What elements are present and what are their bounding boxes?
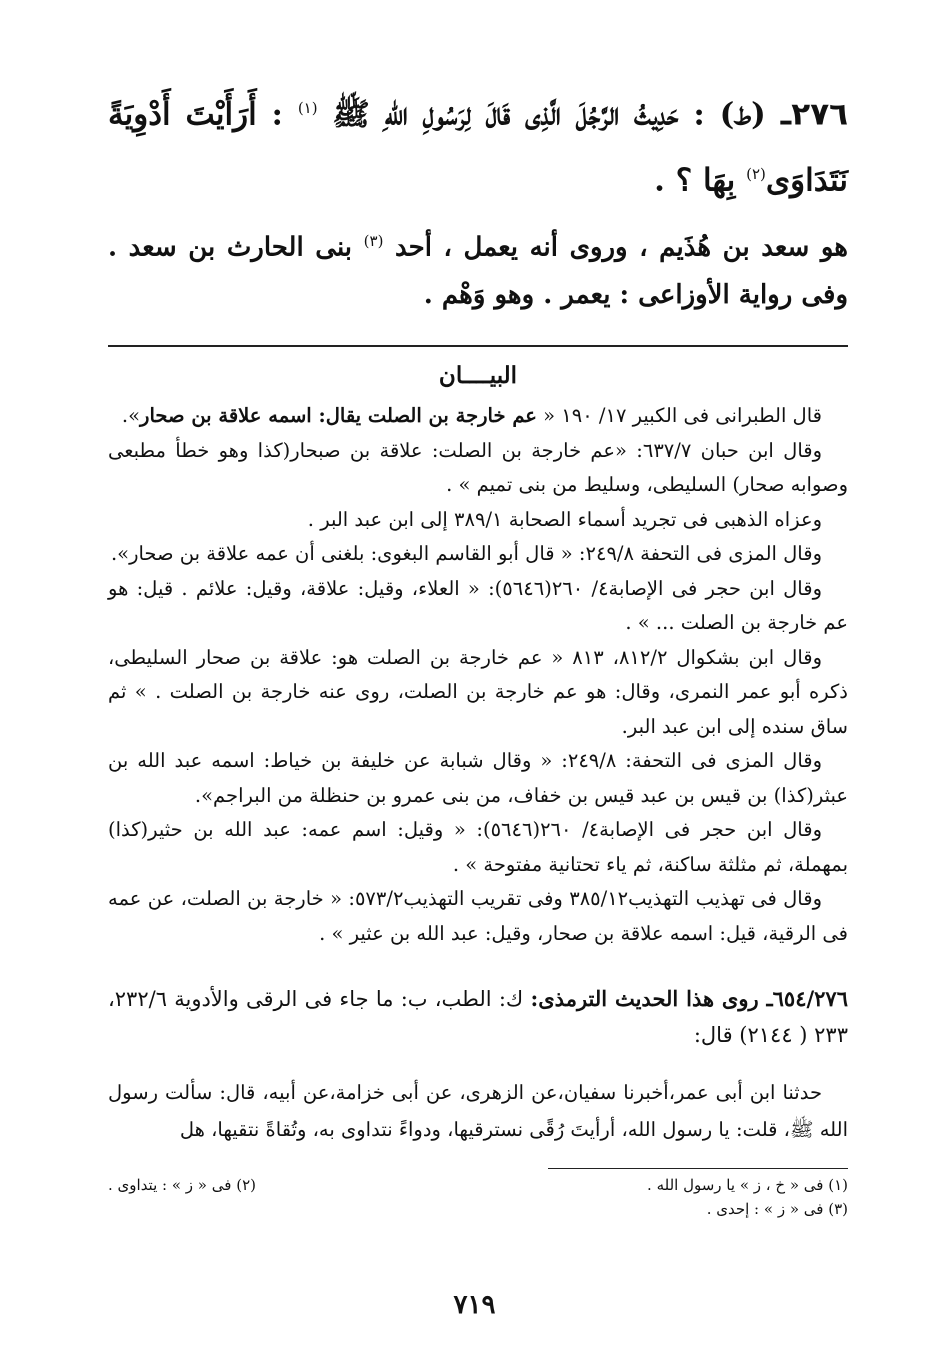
footnote-3: (٣) فى « ز » : إحدى . xyxy=(706,1199,848,1218)
footnote-marker-2: (٢) xyxy=(746,165,766,184)
bayan-paragraph-5: وقال ابن حجر فى الإصابة٤/ ٢٦٠(٥٦٤٦): « العلاء، وقيل: علاقة، وقيل: علائم . قيل: هو عم خارجة بن الصلت ... » . xyxy=(108,576,848,635)
footnote-divider xyxy=(548,1168,848,1169)
footnotes xyxy=(108,1173,848,1221)
page-body xyxy=(108,60,848,1221)
footnote-2: (٢) فى « ز » : يتداوى . xyxy=(108,1175,256,1194)
page-number: ٧١٩ xyxy=(453,1290,496,1320)
bayan-paragraph-3: وعزاه الذهبى فى تجريد أسماء الصحابة ٣٨٩/١ إلى ابن عبد البر . xyxy=(307,507,822,531)
hadith-title-text-1: : حَدِيثُ الرَّجُلَ الَّذِى قَالَ لِرَسُولِ اللهِ ﷺ xyxy=(332,96,705,133)
bayan-paragraph-6: وقال ابن بشكوال ٨١٢/٢، ٨١٣ « عم خارجة بن الصلت هو: علاقة بن صحار السليطى، ذكره أبو عمر النمرى، وقال: هو عم خارجة بن الصلت، روى عنه خارجة بن الصلت . » ثم ساق سنده إلى ابن عبد البر. xyxy=(108,645,848,738)
hadith-title-text-3: بِهَا ؟ . xyxy=(654,162,736,199)
hadith-title-text-2: : أَرَأَيْتَ أَدْوِيَةً نَتَدَاوَى xyxy=(108,96,848,199)
transmission-heading xyxy=(108,981,848,1053)
transmission-heading-rest: ك: الطب، ب: ما جاء فى الرقى والأدوية ٢٣٢/٦، ٢٣٣ ( ٢١٤٤) قال: xyxy=(108,987,848,1048)
footnote-marker-1: (١) xyxy=(297,99,318,117)
bayan-paragraph-2: وقال ابن حبان ٦٣٧/٧: «عم خارجة بن الصلت: علاقة بن صبحار(كذا وهو خطأ مطبعى وصوابه صحار) السليطى، وسليط من بنى تميم » . xyxy=(108,438,848,497)
footnote-marker-3: (٣) xyxy=(363,231,384,250)
hadith-title xyxy=(108,78,848,211)
bayan-paragraph-9: وقال فى تهذيب التهذيب٣٨٥/١٢ وفى تقريب التهذيب٥٧٣/٢: « خارجة بن الصلت، عن عمه فى الرقية، قيل: اسمه علاقة بن صحار، وقيل: عبد الله بن عثير » . xyxy=(108,887,848,945)
footnote-row-1 xyxy=(108,1173,848,1197)
isnad-text: حدثنا ابن أبى عمر،أخبرنا سفيان،عن الزهرى، عن أبى خزامة،عن أبيه، قال: سألت رسول الله ﷺ، قلت: يا رسول الله، أرأيتَ رُقًى نسترقيها، ودواءً نتداوى به، وتُقاةً نتقيها، هل xyxy=(108,1081,848,1142)
commentary-text-2: بنى الحارث بن سعد . وفى رواية الأوزاعى : يعمر . وهو وَهْم . xyxy=(108,232,848,311)
hadith-commentary xyxy=(108,217,848,320)
bayan-paragraph-7: وقال المزى فى التحفة: ٢٤٩/٨: « وقال شبابة عن خليفة بن خياط: اسمه عبد الله بن عبثر(كذا) بن قيس بن عبد قيس بن خفاف، من بنى عمرو بن حنظلة من البراجم». xyxy=(108,749,848,807)
footnote-row-2 xyxy=(108,1197,848,1221)
bayan-paragraph-4: وقال المزى فى التحفة ٢٤٩/٨: « قال أبو القاسم البغوى: بلغنى أن عمه علاقة بن صحار». xyxy=(110,542,822,566)
footnote-1: (١) فى « خ ، ز » يا رسول الله . xyxy=(647,1175,848,1194)
hadith-number: ٢٧٦ـ xyxy=(780,96,849,133)
commentary-text-1: هو سعد بن هُذَيم ، وروى أنه يعمل ، أحد xyxy=(395,232,848,263)
bayan-bold-segment: عم خارجة بن الصلت يقال: اسمه علاقة بن صحار xyxy=(140,404,537,428)
section-divider xyxy=(108,345,848,347)
hadith-code: (ط) xyxy=(719,96,766,133)
bayan-paragraph-8: وقال ابن حجر فى الإصابة٤/ ٢٦٠(٥٦٤٦): « وقيل: اسم عمه: عبد الله بن حثير(كذا) بمهملة، ثم مثلثة ساكنة، ثم ياء تحتانية مفتوحة » . xyxy=(108,818,848,876)
section-title: البيــــان xyxy=(438,362,518,390)
bayan-paragraph-1 xyxy=(108,399,848,434)
bayan-1-text: قال الطبرانى فى الكبير ١٧/ ١٩٠ « عم خارجة بن الصلت يقال: اسمه علاقة بن صحار». xyxy=(121,404,822,428)
transmission-heading-bold: ٦٥٤/٢٧٦ـ روى هذا الحديث الترمذى: xyxy=(530,986,848,1012)
